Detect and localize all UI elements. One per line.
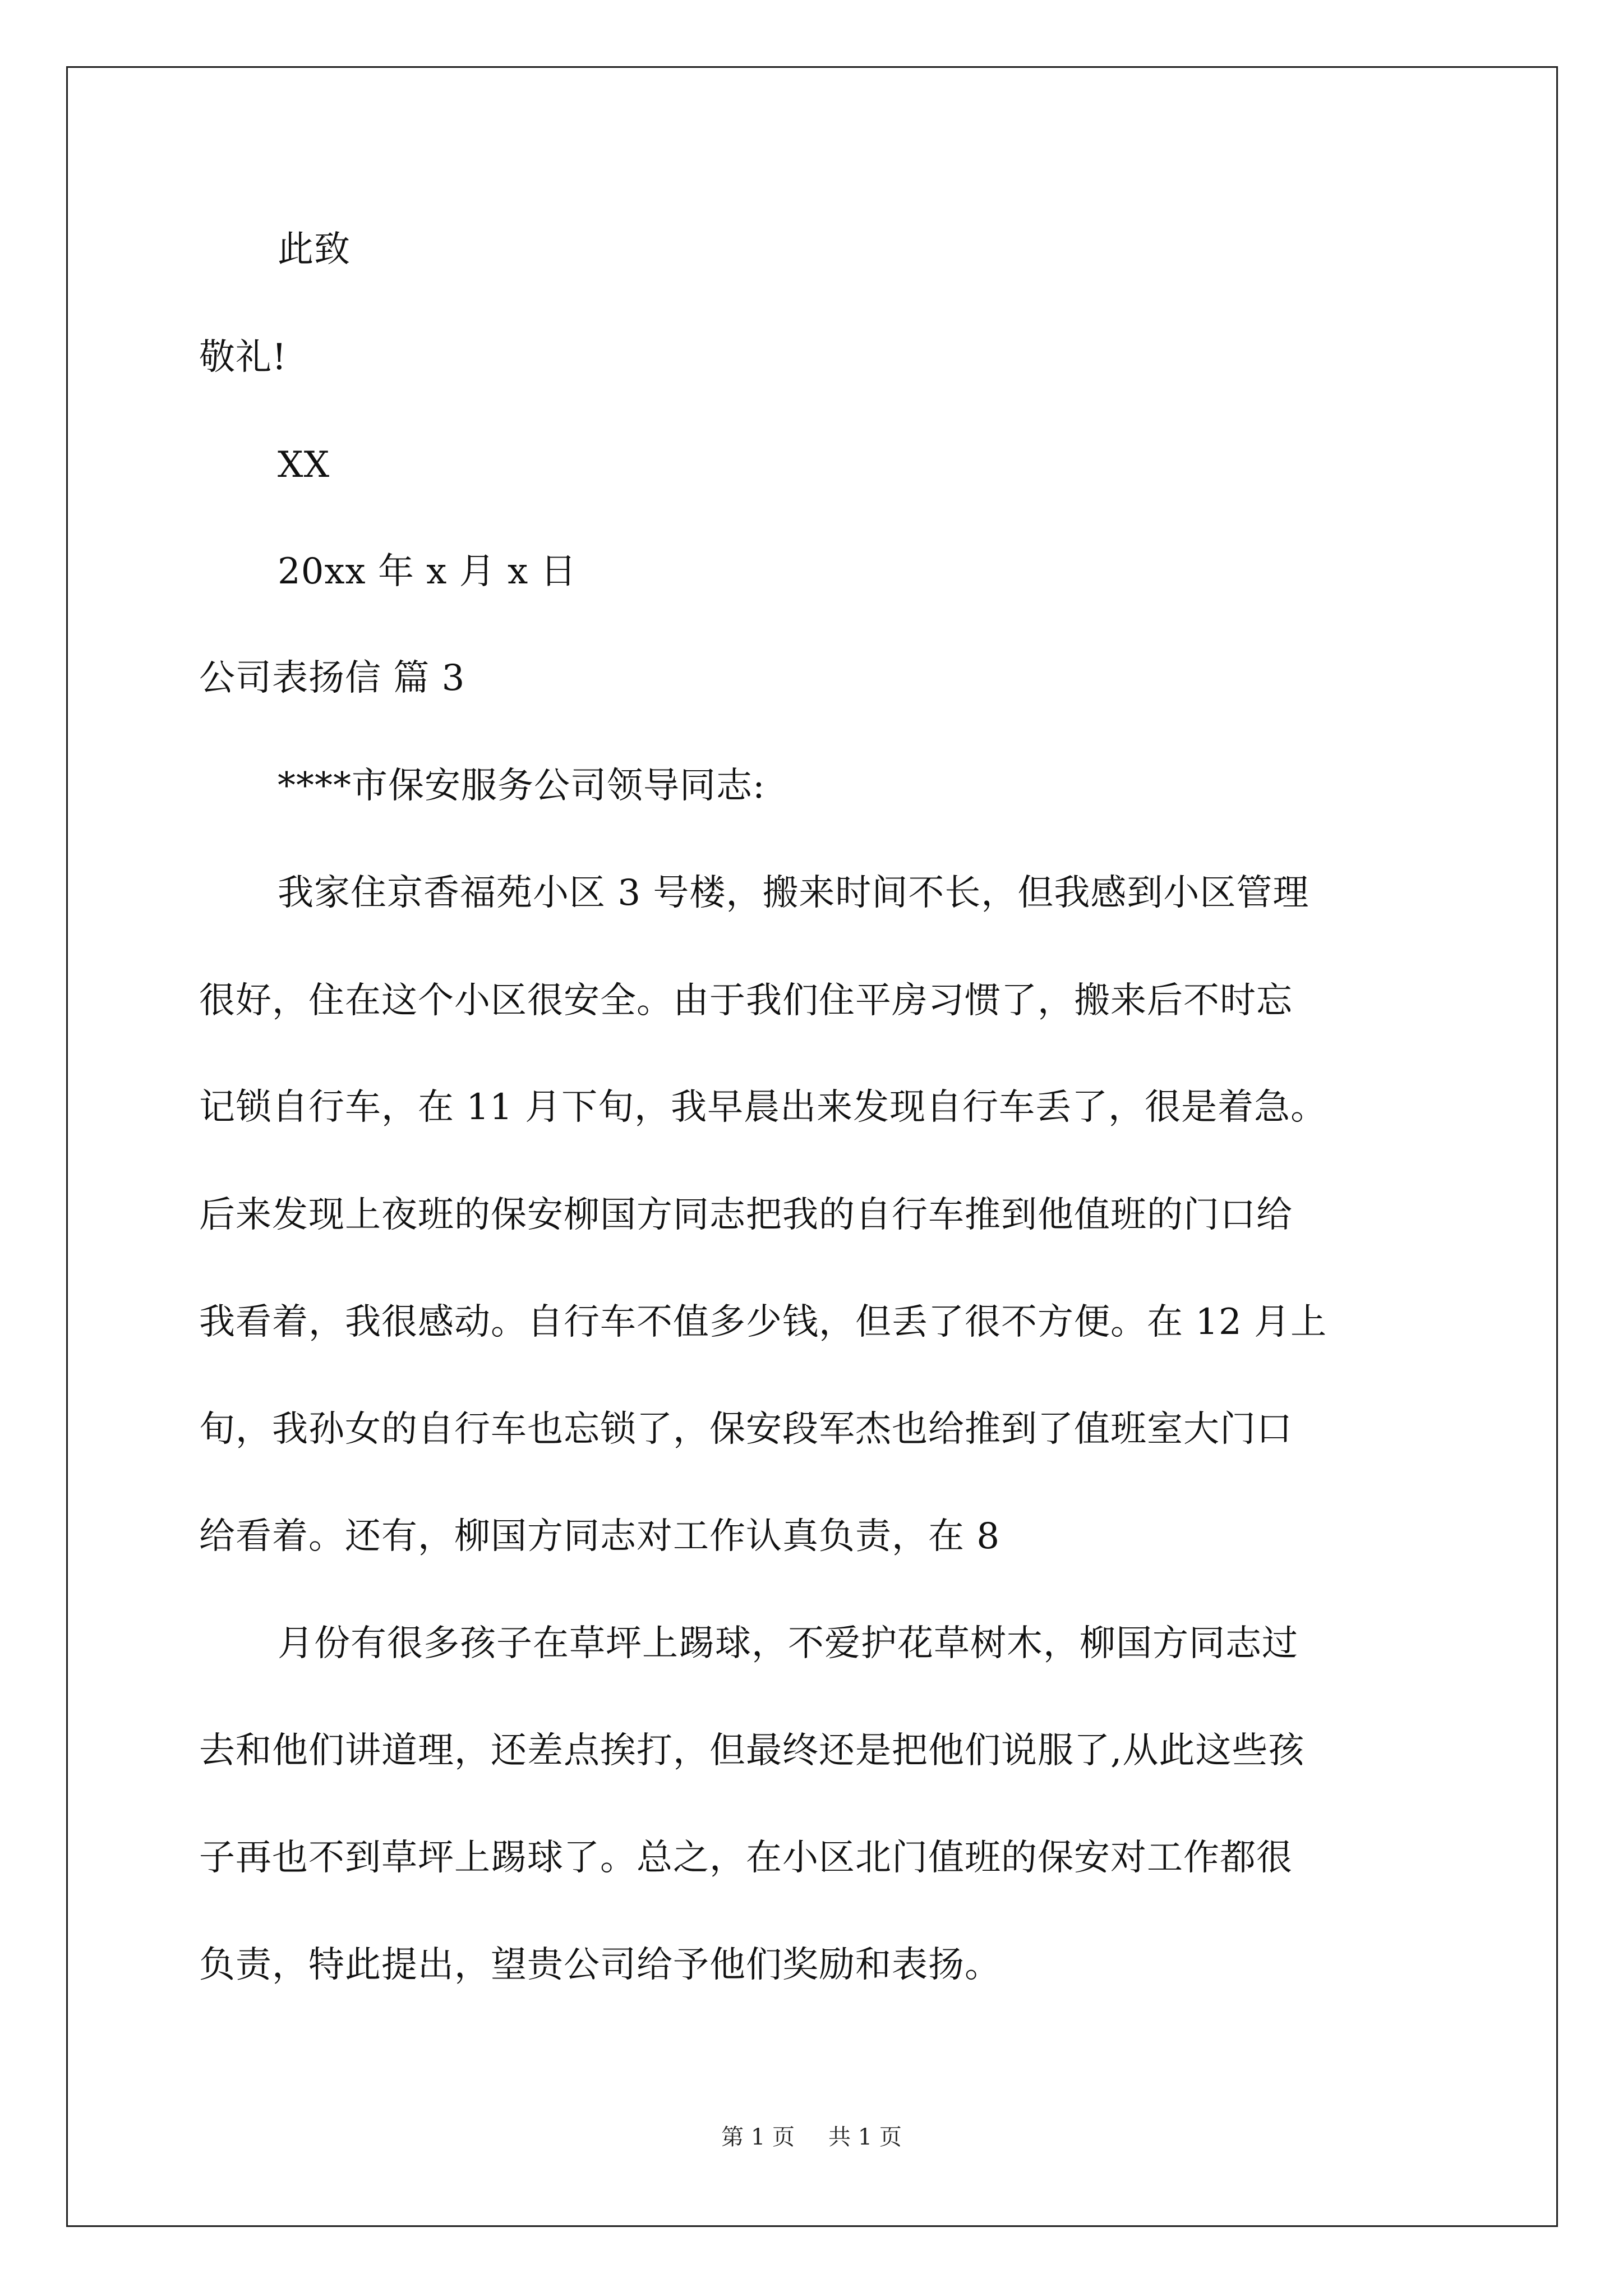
body-line: 子再也不到草坪上踢球了。总之，在小区北门值班的保安对工作都很 bbox=[199, 1837, 1293, 1879]
body-line: 后来发现上夜班的保安柳国方同志把我的自行车推到他值班的门口给 bbox=[199, 1194, 1293, 1236]
page-count: 共 1 页 bbox=[828, 2124, 902, 2150]
body-line: 记锁自行车，在 11 月下旬，我早晨出来发现自行车丢了，很是着急。 bbox=[199, 1087, 1327, 1128]
body-line: 我看着，我很感动。自行车不值多少钱，但丢了很不方便。在 12 月上 bbox=[199, 1301, 1327, 1343]
body-line: 去和他们讲道理，还差点挨打，但最终还是把他们说服了,从此这些孩 bbox=[199, 1730, 1305, 1772]
body-line: 很好，住在这个小区很安全。由于我们住平房习惯了，搬来后不时忘 bbox=[199, 980, 1293, 1022]
body-line: 我家住京香福苑小区 3 号楼，搬来时间不长，但我感到小区管理 bbox=[278, 872, 1310, 914]
salute-line: 敬礼! bbox=[199, 337, 287, 378]
body-line: 月份有很多孩子在草坪上踢球，不爱护花草树木，柳国方同志过 bbox=[278, 1623, 1298, 1664]
body-line: 旬，我孙女的自行车也忘锁了，保安段军杰也给推到了值班室大门口 bbox=[199, 1409, 1293, 1450]
section-title: 公司表扬信 篇 3 bbox=[199, 657, 465, 699]
closing-line: 此致 bbox=[278, 229, 351, 270]
body-line: 负责，特此提出，望贵公司给予他们奖励和表扬。 bbox=[199, 1944, 1001, 1986]
page-footer bbox=[0, 2126, 1623, 2148]
greeting-line: ****市保安服务公司领导同志: bbox=[278, 765, 766, 807]
body-line: 给看着。还有，柳国方同志对工作认真负责，在 8 bbox=[199, 1516, 1000, 1557]
page-border bbox=[66, 66, 1558, 2227]
page-number: 第 1 页 bbox=[721, 2124, 795, 2150]
signature-line: XX bbox=[278, 444, 330, 486]
date-line: 20xx 年 x 月 x 日 bbox=[278, 551, 577, 592]
